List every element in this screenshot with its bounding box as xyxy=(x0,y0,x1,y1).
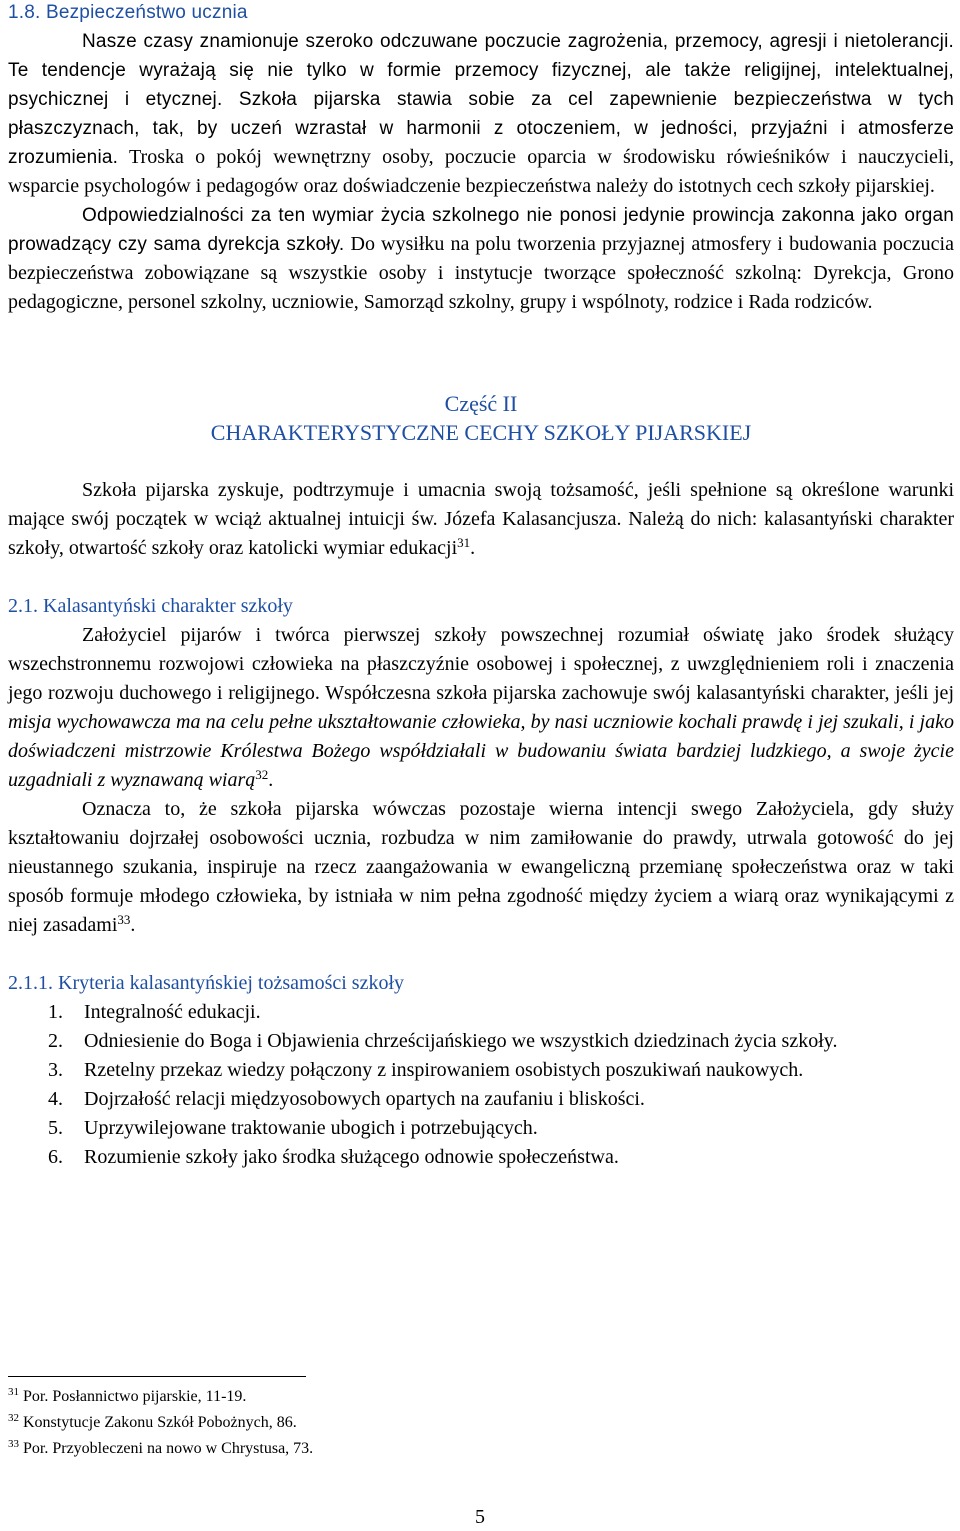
list-item xyxy=(8,1056,954,1085)
paragraph-calasanz-1-text: Założyciel pijarów i twórca pierwszej szkoły powszechnej rozumiał oświatę jako środek służący wszechstronnemu rozwojowi człowieka na płaszczyźnie osobowej i społecznej, z uwzględnieniem roli i znaczenia jego rozwoju duchowego i religijnego. Współczesna szkoła pijarska zachowuje swój kalasantyński charakter, jeśli jej xyxy=(8,624,954,704)
footnote-32 xyxy=(8,1410,313,1436)
section-heading-2-1: 2.1. Kalasantyński charakter szkoły xyxy=(8,595,293,617)
list-item xyxy=(8,1027,954,1056)
spacer xyxy=(8,940,954,969)
paragraph-safety-1 xyxy=(8,27,954,201)
paragraph-calasanz-2 xyxy=(8,795,954,940)
footnote-text: Por. Posłannictwo pijarskie, 11-19. xyxy=(23,1388,247,1405)
part2-intro-end: . xyxy=(470,537,476,559)
list-item-number: 5. xyxy=(48,1117,63,1139)
list-item xyxy=(8,1085,954,1114)
list-item-text: Uprzywilejowane traktowanie ubogich i potrzebujących. xyxy=(84,1117,538,1139)
page-number: 5 xyxy=(475,1506,485,1528)
paragraph-safety-1-sans: Nasze czasy znamionuje szeroko odczuwane poczucie zagrożenia, przemocy, agresji i nietolerancji. Te tendencje wyrażają się nie tylko w formie przemocy fizycznej, ale także religijnej, intelektualnej, psychicznej i etycznej. Szkoła pijarska stawia sobie za cel zapewnienie bezpieczeństwa w tych płaszczyznach, tak, by uczeń wzrastał w harmonii z otoczeniem, w jedności, przyjaźni i atmosferze zrozumienia. xyxy=(8,31,954,168)
footnotes xyxy=(8,1384,313,1462)
footnote-divider xyxy=(8,1376,306,1377)
list-item-text: Rozumienie szkoły jako środka służącego odnowie społeczeństwa. xyxy=(84,1146,619,1168)
list-item xyxy=(8,1114,954,1143)
paragraph-calasanz-2-text: Oznacza to, że szkoła pijarska wówczas pozostaje wierna intencji swego Założyciela, gdy służy kształtowaniu dojrzałej osobowości ucznia, rozbudza w nim zamiłowanie do prawdy, utrwala gotowość do jej nieustannego szukania, inspiruje na rzecz zaangażowania w ewangeliczną przemianę społeczeństwa oraz w taki sposób formuje młodego człowieka, by istniała w nim pełna zgodność między życiem a wiarą oraz wynikającymi z niej zasadami xyxy=(8,798,954,936)
list-item-text: Integralność edukacji. xyxy=(84,1001,261,1023)
list-item xyxy=(8,1143,954,1172)
paragraph-safety-1-tail: Troska o pokój wewnętrzny osoby, poczucie oparcia w środowisku rówieśników i nauczycieli, wsparcie psychologów i pedagogów oraz doświadczenie bezpieczeństwa należy do istotnych cech szkoły pijarskiej. xyxy=(8,146,954,197)
footnote-number: 31 xyxy=(8,1386,19,1398)
footnote-text: Por. Przyobleczeni na nowo w Chrystusa, 73. xyxy=(23,1440,314,1457)
list-item-number: 6. xyxy=(48,1146,63,1168)
part-subtitle: CHARAKTERYSTYCZNE CECHY SZKOŁY PIJARSKIEJ xyxy=(210,420,752,445)
part2-intro-text: Szkoła pijarska zyskuje, podtrzymuje i umacnia swoją tożsamość, jeśli spełnione są określone warunki mające swój początek w wciąż aktualnej intuicji św. Józefa Kalasancjusza. Należą do nich: kalasantyński charakter szkoły, otwartość szkoły oraz katolicki wymiar edukacji xyxy=(8,479,954,559)
list-item-text: Dojrzałość relacji międzyosobowych opartych na zaufaniu i bliskości. xyxy=(84,1088,645,1110)
section-heading-1-8: 1.8. Bezpieczeństwo ucznia xyxy=(8,2,248,23)
spacer xyxy=(8,317,954,389)
paragraph-safety-2-tail: Do wysiłku na polu tworzenia przyjaznej atmosfery i budowania poczucia bezpieczeństwa zobowiązane są wszystkie osoby i instytucje tworzące społeczność szkolną: Dyrekcja, Grono pedagogiczne, personel szkolny, uczniowie, Samorząd szkolny, grupy i wspólnoty, rodzice i Rada rodziców. xyxy=(8,233,954,313)
paragraph-safety-2 xyxy=(8,201,954,317)
spacer xyxy=(8,563,954,592)
list-item-number: 1. xyxy=(48,1001,63,1023)
criteria-list xyxy=(8,998,954,1172)
part2-intro xyxy=(8,476,954,563)
footnote-number: 33 xyxy=(8,1438,19,1450)
part-title: Część II xyxy=(444,391,518,416)
list-item-number: 4. xyxy=(48,1088,63,1110)
list-item-text: Rzetelny przekaz wiedzy połączony z inspirowaniem osobistych poszukiwań naukowych. xyxy=(84,1059,804,1081)
section-heading-2-1-1: 2.1.1. Kryteria kalasantyńskiej tożsamości szkoły xyxy=(8,972,405,994)
footnote-31 xyxy=(8,1384,313,1410)
paragraph-calasanz-2-end: . xyxy=(130,914,136,936)
list-item-number: 2. xyxy=(48,1030,63,1052)
list-item xyxy=(8,998,954,1027)
footnote-ref-32: 32 xyxy=(255,767,269,782)
paragraph-calasanz-1-end: . xyxy=(268,769,274,791)
spacer xyxy=(8,447,954,476)
list-item-text: Odniesienie do Boga i Objawienia chrześcijańskiego we wszystkich dziedzinach życia szkoły. xyxy=(84,1030,838,1052)
list-item-number: 3. xyxy=(48,1059,63,1081)
paragraph-calasanz-1 xyxy=(8,621,954,795)
paragraph-safety-2-sans: Odpowiedzialności za ten wymiar życia szkolnego nie ponosi jedynie prowincja zakonna jako organ prowadzący czy sama dyrekcja szkoły. xyxy=(8,205,954,255)
paragraph-calasanz-1-italic: misja wychowawcza ma na celu pełne ukształtowanie człowieka, by nasi uczniowie kochali prawdę i jej szukali, i jako doświadczeni mistrzowie Królestwa Bożego współdziałali w budowaniu świata bardziej ludzkiego, a swoje życie uzgadniali z wyznawaną wiarą xyxy=(8,711,954,791)
footnote-number: 32 xyxy=(8,1412,19,1424)
footnote-33 xyxy=(8,1436,313,1462)
footnote-ref-31: 31 xyxy=(457,535,471,550)
footnote-ref-33: 33 xyxy=(117,912,131,927)
document-page xyxy=(8,0,954,1172)
footnote-text: Konstytucje Zakonu Szkół Pobożnych, 86. xyxy=(23,1414,297,1431)
